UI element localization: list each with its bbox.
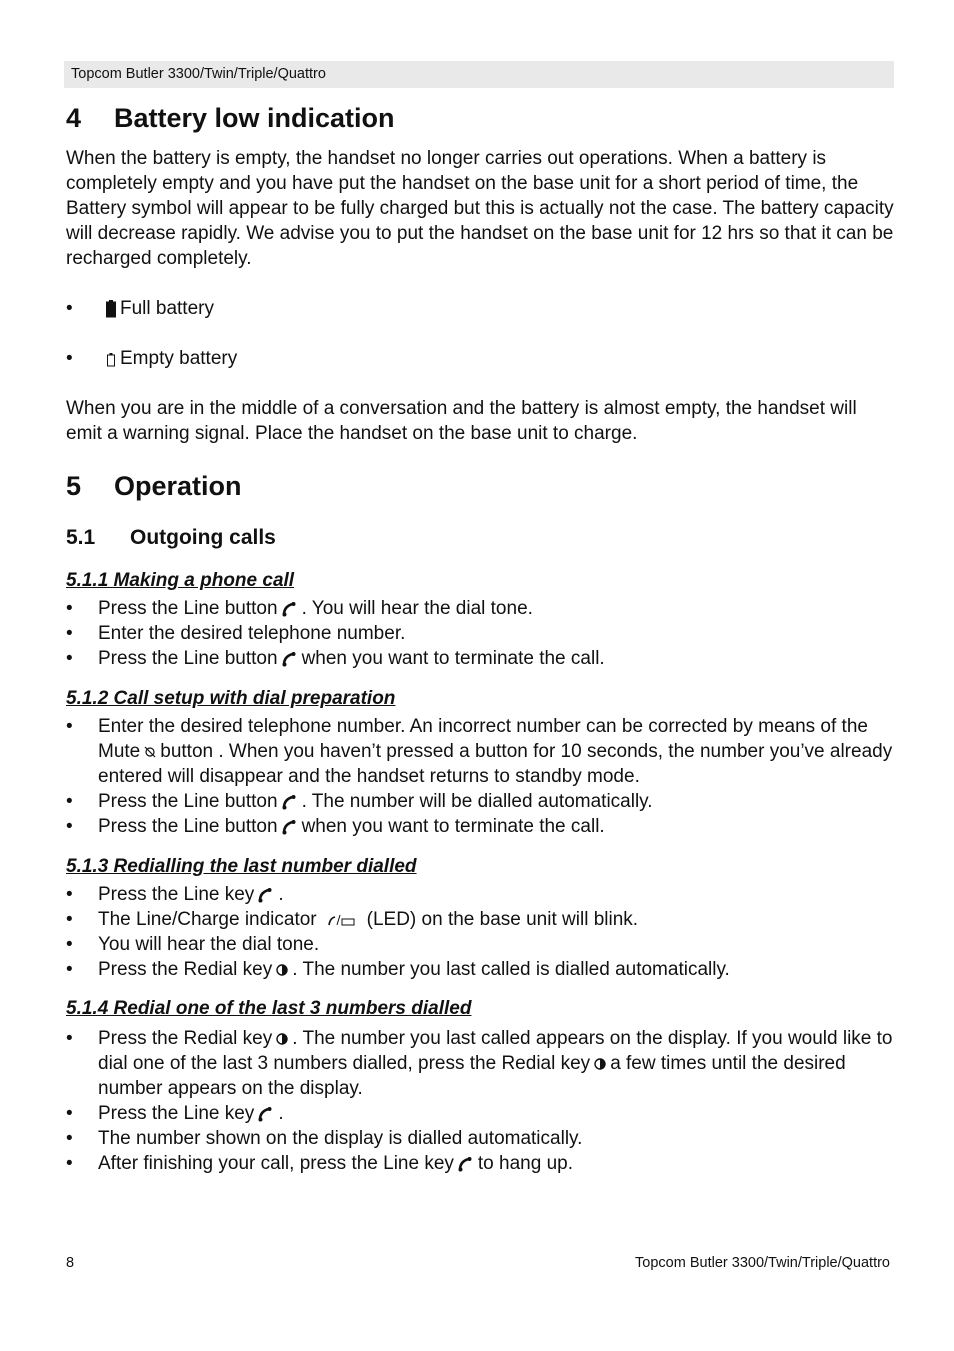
line-button-icon [281, 818, 299, 836]
page-number: 8 [66, 1255, 75, 1271]
section-5-1-title: Outgoing calls [130, 526, 276, 549]
list-item: • Press the Line key . [66, 1101, 894, 1126]
section-5-1-heading [66, 526, 276, 550]
list-item: • After finishing your call, press the Line key to hang up. [66, 1151, 894, 1176]
section-4-heading [66, 103, 395, 134]
line-key-icon [257, 886, 275, 904]
list-item: • Enter the desired telephone number. [66, 621, 894, 646]
making-call-list [66, 596, 894, 671]
line-button-icon [281, 793, 299, 811]
list-item: • Press the Line button . You will hear the dial tone. [66, 596, 894, 621]
line-key-icon [457, 1155, 475, 1173]
list-item: • Press the Redial key . The number you last called is dialled automatically. [66, 957, 894, 982]
battery-intro-paragraph: When the battery is empty, the handset no longer carries out operations. When a battery is completely empty and you have put the handset on the base unit for a short period of time, the Battery symbol will appear to be fully charged but this is actually not the case. The battery capacity will decrease rapidly. We advise you to put the handset on the base unit for 12 hrs so that it can be recharged completely. [66, 148, 894, 269]
section-4-title: Battery low indication [114, 103, 395, 133]
full-battery-item: • Full battery [66, 298, 214, 319]
mute-button-icon [143, 745, 157, 759]
empty-battery-label: Empty battery [120, 348, 238, 369]
list-item: • Press the Redial key . The number you last called appears on the display. If you would like to dial one of the last 3 numbers dialled, press the Redial key a few times until the desired number appears on the display. [66, 1026, 894, 1101]
section-5-1-3-heading: 5.1.3 Redialling the last number dialled [66, 856, 417, 877]
page-header [64, 61, 894, 88]
list-item: • Enter the desired telephone number. An incorrect number can be corrected by means of the Mute button . When you haven’t pressed a button for 10 seconds, the number you’ve already entered will disappear and the handset returns to standby mode. [66, 714, 894, 789]
line-button-icon [281, 650, 299, 668]
section-5-1-1-heading: 5.1.1 Making a phone call [66, 570, 295, 591]
redial-key-icon [275, 1032, 289, 1046]
list-item: • Press the Line key . [66, 882, 894, 907]
redial-key-icon [275, 963, 289, 977]
section-5-title: Operation [114, 471, 242, 501]
section-4-number: 4 [66, 103, 82, 133]
battery-warning-paragraph: When you are in the middle of a conversation and the battery is almost empty, the handset will emit a warning signal. Place the handset on the base unit to charge. [66, 398, 857, 444]
full-battery-label: Full battery [120, 298, 214, 319]
list-item: • Press the Line button when you want to terminate the call. [66, 646, 894, 671]
section-5-1-4-heading: 5.1.4 Redial one of the last 3 numbers dialled [66, 998, 472, 1019]
list-item: • You will hear the dial tone. [66, 932, 894, 957]
list-item: • Press the Line button when you want to terminate the call. [66, 814, 894, 839]
redialling-list [66, 882, 894, 982]
header-title: Topcom Butler 3300/Twin/Triple/Quattro [71, 66, 326, 82]
section-5-number: 5 [66, 471, 82, 501]
redial-last-three-list [66, 1026, 894, 1176]
section-5-heading [66, 471, 242, 502]
line-key-icon [257, 1105, 275, 1123]
footer-title: Topcom Butler 3300/Twin/Triple/Quattro [635, 1255, 890, 1271]
list-item: • Press the Line button . The number will be dialled automatically. [66, 789, 894, 814]
dial-preparation-list [66, 714, 894, 839]
line-button-icon [281, 600, 299, 618]
section-5-1-number: 5.1 [66, 526, 96, 549]
list-item: • The Line/Charge indicator (LED) on the base unit will blink. [66, 907, 894, 932]
list-item: • The number shown on the display is dialled automatically. [66, 1126, 894, 1151]
redial-key-icon [593, 1057, 607, 1071]
line-charge-indicator-icon [327, 913, 357, 927]
empty-battery-icon [105, 349, 117, 369]
full-battery-icon [105, 299, 117, 319]
empty-battery-item: • Empty battery [66, 348, 238, 369]
section-5-1-2-heading: 5.1.2 Call setup with dial preparation [66, 688, 396, 709]
